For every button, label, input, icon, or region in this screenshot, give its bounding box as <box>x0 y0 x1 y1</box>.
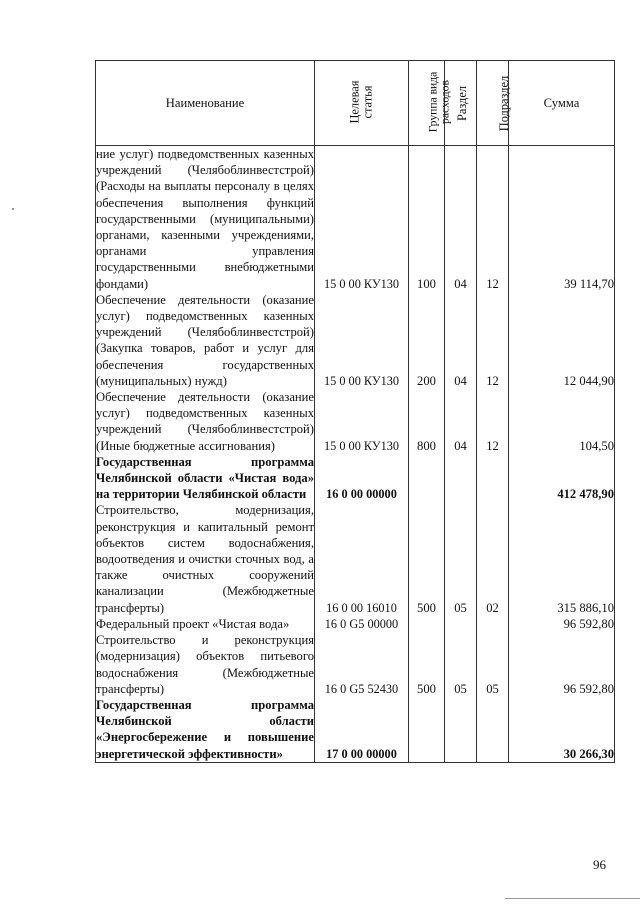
row-name: Федеральный проект «Чистая вода» <box>96 616 315 632</box>
row-subsection <box>477 454 509 503</box>
row-code: 16 0 G5 52430 <box>315 632 409 697</box>
header-sum: Сумма <box>509 61 615 146</box>
row-name: Обеспечение деятельности (оказание услуг) подведомственных казенных учреждений (Челябоблинвестстрой) (Закупка товаров, работ и услуг для обеспечения государственных (муниципальных) нужд) <box>96 292 314 388</box>
row-section: 05 <box>445 502 477 615</box>
row-section: 04 <box>445 146 477 292</box>
row-group: 500 <box>409 502 445 615</box>
header-expense-group: Группа вида расходов <box>409 61 445 146</box>
row-code: 15 0 00 КУ130 <box>315 389 409 454</box>
row-name: Строительство, модернизация, реконструкция и капитальный ремонт объектов систем водоснабжения, водоотведения и очистки сточных вод, а также очистных сооружений канализации (Межбюджетные трансферты) <box>96 503 314 615</box>
row-section: 05 <box>445 632 477 697</box>
row-sum: 104,50 <box>509 389 615 454</box>
header-subsection: Подраздел <box>477 61 509 146</box>
row-name: Государственная программа Челябинской области «Чистая вода» на территории Челябинской области <box>96 454 314 502</box>
header-section: Раздел <box>445 61 477 146</box>
row-sum: 96 592,80 <box>509 632 615 697</box>
row-sum: 96 592,80 <box>509 616 615 632</box>
row-subsection: 12 <box>477 292 509 389</box>
table-row <box>96 292 615 389</box>
row-group: 100 <box>409 146 445 292</box>
row-name: Обеспечение деятельности (оказание услуг) подведомственных казенных учреждений (Челябоблинвестстрой) (Иные бюджетные ассигнования) <box>96 390 314 453</box>
row-code: 16 0 G5 00000 <box>315 616 409 632</box>
row-section: 04 <box>445 292 477 389</box>
budget-table <box>95 60 615 763</box>
row-sum: 30 266,30 <box>509 697 615 762</box>
row-code: 15 0 00 КУ130 <box>315 292 409 389</box>
row-sum: 12 044,90 <box>509 292 615 389</box>
scan-speck <box>12 208 14 210</box>
header-target-article: Целевая статья <box>315 61 409 146</box>
row-group: 200 <box>409 292 445 389</box>
row-subsection: 02 <box>477 502 509 615</box>
table-row <box>96 389 615 454</box>
row-name: ние услуг) подведомственных казенных учреждений (Челябоблинвестстрой) (Расходы на выплаты персоналу в целях обеспечения выполнения функций государственными (муниципальными) органами, казенными учреждениями, органами управления государственными внебюджетными фондами) <box>96 147 314 291</box>
row-subsection <box>477 697 509 762</box>
table-row <box>96 454 615 503</box>
row-section <box>445 697 477 762</box>
row-sum: 39 114,70 <box>509 146 615 292</box>
row-subsection <box>477 616 509 632</box>
table-header-row <box>96 61 615 146</box>
row-group: 500 <box>409 632 445 697</box>
row-section <box>445 454 477 503</box>
row-section: 04 <box>445 389 477 454</box>
row-sum: 315 886,10 <box>509 502 615 615</box>
row-code: 16 0 00 00000 <box>315 454 409 503</box>
header-name: Наименование <box>96 61 315 146</box>
table-row <box>96 616 615 632</box>
row-name: Строительство и реконструкция (модернизация) объектов питьевого водоснабжения (Межбюджетные трансферты) <box>96 633 314 696</box>
row-subsection: 05 <box>477 632 509 697</box>
footer-rule <box>505 898 640 899</box>
row-sum: 412 478,90 <box>509 454 615 503</box>
row-section <box>445 616 477 632</box>
row-group <box>409 454 445 503</box>
table-row <box>96 632 615 697</box>
row-code: 15 0 00 КУ130 <box>315 146 409 292</box>
row-group <box>409 697 445 762</box>
row-group: 800 <box>409 389 445 454</box>
table-row <box>96 697 615 762</box>
table-row <box>96 502 615 615</box>
row-subsection: 12 <box>477 146 509 292</box>
row-code: 16 0 00 16010 <box>315 502 409 615</box>
row-group <box>409 616 445 632</box>
row-subsection: 12 <box>477 389 509 454</box>
table-row <box>96 146 615 292</box>
row-name: Государственная программа Челябинской области «Энергосбережение и повышение энергетической эффективности» <box>96 697 314 761</box>
row-code: 17 0 00 00000 <box>315 697 409 762</box>
page-number: 96 <box>593 857 606 872</box>
